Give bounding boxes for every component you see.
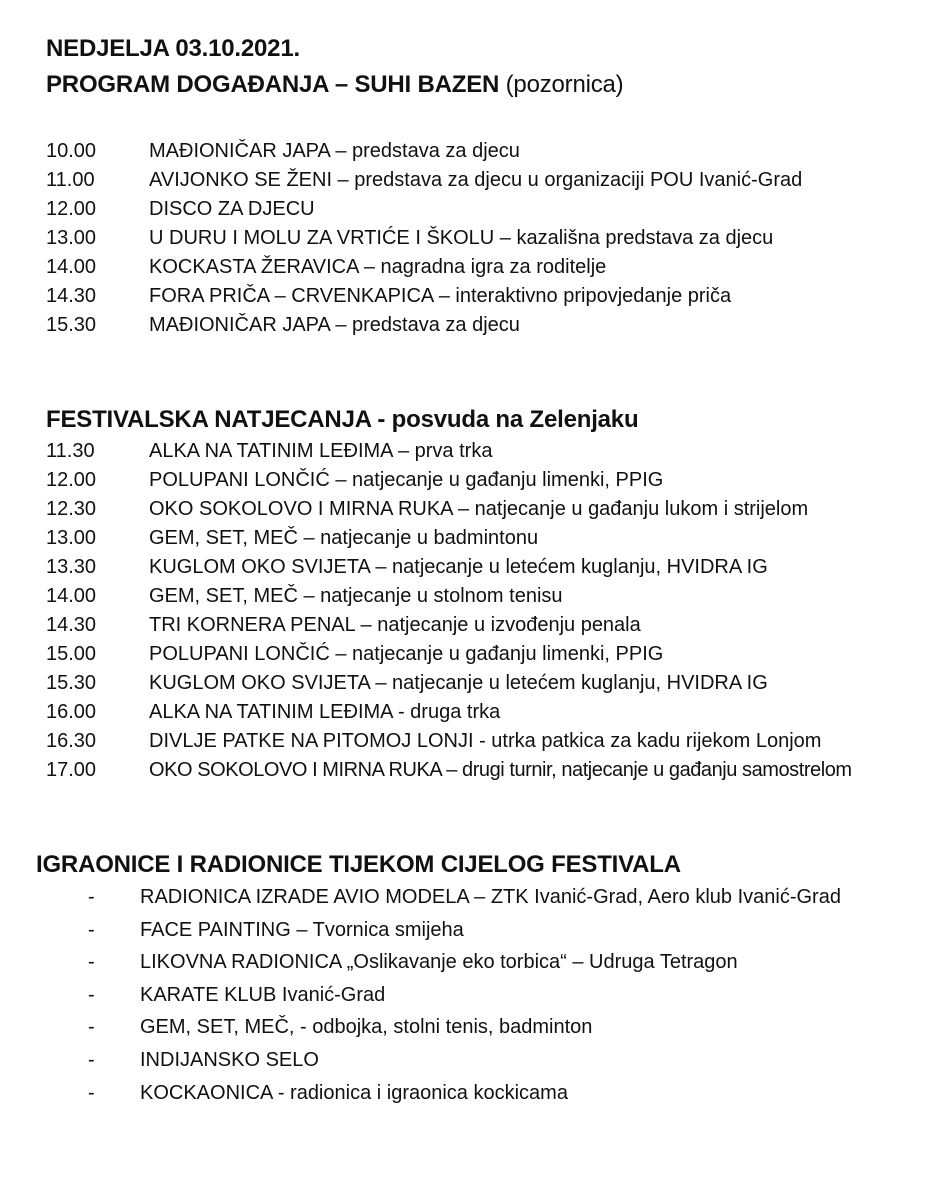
- program-description: DISCO ZA DJECU: [149, 198, 315, 220]
- program-description: FORA PRIČA – CRVENKAPICA – interaktivno pripovjedanje priča: [149, 285, 732, 307]
- program-time: 12.00: [46, 198, 97, 220]
- workshop-text: KOCKAONICA - radionica i igraonica kockicama: [140, 1081, 568, 1104]
- workshop-dash: -: [88, 983, 95, 1006]
- workshop-text: LIKOVNA RADIONICA „Oslikavanje eko torbica“ – Udruga Tetragon: [140, 951, 738, 974]
- program-description: U DURU I MOLU ZA VRTIĆE I ŠKOLU – kazališna predstava za djecu: [149, 227, 774, 249]
- competition-description: POLUPANI LONČIĆ – natjecanje u gađanju limenki, PPIG: [149, 643, 664, 665]
- competition-description: ALKA NA TATINIM LEĐIMA – prva trka: [149, 440, 493, 462]
- program-time: 11.00: [46, 169, 95, 191]
- program-time: 14.00: [46, 256, 97, 278]
- competition-description: TRI KORNERA PENAL – natjecanje u izvođenju penala: [149, 614, 641, 636]
- competition-time: 12.00: [46, 469, 97, 491]
- workshop-dash: -: [88, 951, 95, 974]
- workshop-text: RADIONICA IZRADE AVIO MODELA – ZTK Ivanić-Grad, Aero klub Ivanić-Grad: [140, 886, 841, 908]
- competition-time: 13.00: [46, 527, 97, 549]
- competition-time: 12.30: [46, 498, 97, 520]
- program-time: 14.30: [46, 285, 97, 307]
- competition-description: ALKA NA TATINIM LEĐIMA - druga trka: [149, 701, 501, 723]
- competition-time: 16.00: [46, 701, 97, 723]
- workshops-heading: IGRAONICE I RADIONICE TIJEKOM CIJELOG FESTIVALA: [36, 851, 681, 878]
- program-heading: [46, 71, 623, 99]
- workshop-dash: -: [88, 1016, 95, 1039]
- competition-time: 17.00: [46, 759, 97, 781]
- competition-description: GEM, SET, MEČ – natjecanje u stolnom tenisu: [149, 585, 563, 607]
- workshop-text: GEM, SET, MEČ, - odbojka, stolni tenis, badminton: [140, 1016, 593, 1039]
- competition-time: 15.00: [46, 643, 97, 665]
- competition-description: OKO SOKOLOVO I MIRNA RUKA – drugi turnir, natjecanje u gađanju samostrelom: [149, 759, 852, 781]
- competition-description: KUGLOM OKO SVIJETA – natjecanje u letećem kuglanju, HVIDRA IG: [149, 556, 768, 578]
- workshop-text: KARATE KLUB Ivanić-Grad: [140, 983, 386, 1006]
- program-time: 10.00: [46, 140, 97, 162]
- program-time: 13.00: [46, 227, 97, 249]
- competition-time: 14.00: [46, 585, 97, 607]
- competition-time: 15.30: [46, 672, 97, 694]
- program-description: MAĐIONIČAR JAPA – predstava za djecu: [149, 140, 520, 162]
- workshop-dash: -: [88, 918, 95, 941]
- date-heading: NEDJELJA 03.10.2021.: [46, 35, 300, 62]
- competition-time: 13.30: [46, 556, 97, 578]
- competitions-heading: FESTIVALSKA NATJECANJA - posvuda na Zelenjaku: [46, 406, 639, 433]
- program-description: AVIJONKO SE ŽENI – predstava za djecu u organizaciji POU Ivanić-Grad: [149, 169, 803, 191]
- competition-description: OKO SOKOLOVO I MIRNA RUKA – natjecanje u gađanju lukom i strijelom: [149, 498, 809, 520]
- competition-time: 14.30: [46, 614, 97, 636]
- program-heading-suffix: (pozornica): [505, 71, 624, 98]
- competition-time: 11.30: [46, 440, 95, 462]
- workshop-text: INDIJANSKO SELO: [140, 1048, 319, 1071]
- workshop-dash: -: [88, 886, 95, 908]
- program-description: MAĐIONIČAR JAPA – predstava za djecu: [149, 314, 520, 336]
- program-description: KOCKASTA ŽERAVICA – nagradna igra za roditelje: [149, 256, 607, 278]
- program-time: 15.30: [46, 314, 97, 336]
- workshop-dash: -: [88, 1048, 95, 1071]
- program-heading-title: PROGRAM DOGAĐANJA – SUHI BAZEN: [46, 71, 500, 98]
- competition-description: GEM, SET, MEČ – natjecanje u badmintonu: [149, 527, 539, 549]
- competition-description: KUGLOM OKO SVIJETA – natjecanje u letećem kuglanju, HVIDRA IG: [149, 672, 768, 694]
- workshop-dash: -: [88, 1081, 95, 1104]
- workshop-text: FACE PAINTING – Tvornica smijeha: [140, 918, 464, 941]
- competition-description: DIVLJE PATKE NA PITOMOJ LONJI - utrka patkica za kadu rijekom Lonjom: [149, 730, 822, 752]
- competition-description: POLUPANI LONČIĆ – natjecanje u gađanju limenki, PPIG: [149, 469, 664, 491]
- competition-time: 16.30: [46, 730, 97, 752]
